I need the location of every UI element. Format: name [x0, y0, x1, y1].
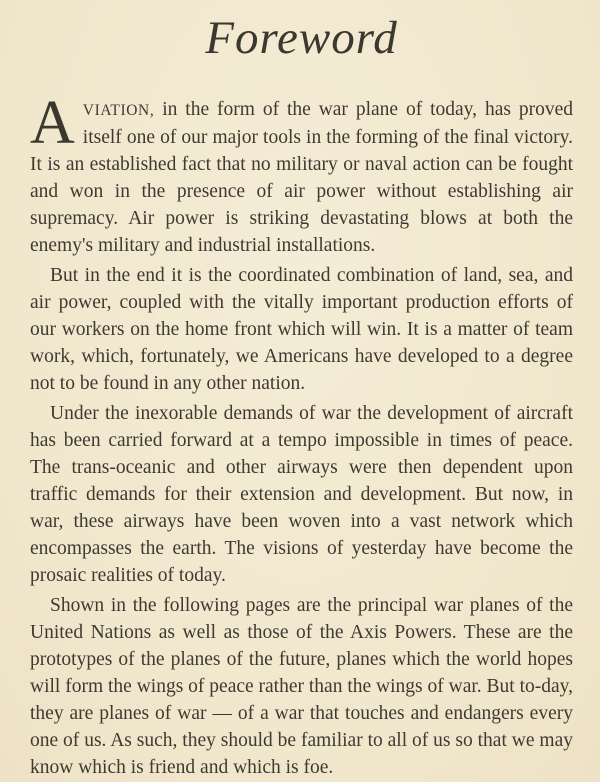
paragraph-1-text: in the form of the war plane of today, has proved itself one of our major tools in the forming of the final victory. It is an established fact that no military or naval action can be fought and won in the presence of air power without establishing air supremacy. Air power is striking devastating blows at both the enemy's military and industrial installations.: [30, 99, 573, 256]
foreword-body: [30, 89, 573, 781]
paragraph-3: Under the inexorable demands of war the development of aircraft has been carried forward at a tempo impossible in times of peace. The trans-oceanic and other airways were then dependent upon traffic demands for their extension and development. But now, in war, these airways have been woven into a vast network which encompasses the earth. The visions of yesterday have become the prosaic realities of today.: [30, 403, 573, 586]
drop-cap: A: [30, 89, 75, 157]
small-caps-lead: VIATION,: [82, 102, 155, 119]
paragraph-2: But in the end it is the coordinated combination of land, sea, and air power, coupled with the vitally important production efforts of our workers on the home front which will win. It is a matter of team work, which, fortunately, we Americans have developed to a degree not to be found in any other nation.: [30, 265, 573, 394]
page-title: Foreword: [205, 12, 398, 64]
paragraph-1: [30, 89, 573, 259]
paragraph-4: Shown in the following pages are the principal war planes of the United Nations as well as those of the Axis Powers. These are the prototypes of the planes of the future, planes which the world hopes will form the wings of peace rather than the wings of war. But to-day, they are planes of war — of a war that touches and endangers every one of us. As such, they should be familiar to all of us so that we may know which is friend and which is foe.: [30, 595, 573, 778]
